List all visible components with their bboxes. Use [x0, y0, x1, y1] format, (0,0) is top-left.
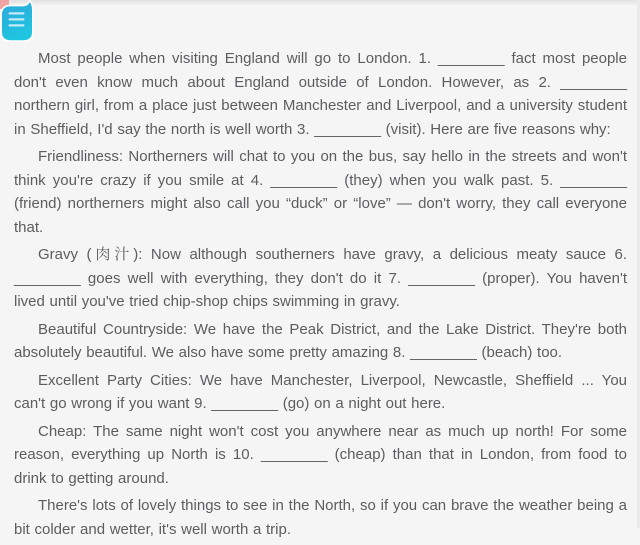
paragraph-friendliness: Friendliness: Northerners will chat to you on the bus, say hello in the streets and won't think you're crazy if you smile at 4. ________ (they) when you walk past. 5. ________ (friend) northerners might also call you “duck” or “love” — don't worry, they call everyone that.	[14, 148, 627, 236]
menu-button[interactable]	[0, 0, 36, 44]
paragraph-cheap: Cheap: The same night won't cost you anywhere near as much up north! For some reason, everything up North is 10. ________ (cheap) than that in London, from food to drink to getting around.	[14, 422, 627, 487]
paragraph-party-cities: Excellent Party Cities: We have Manchester, Liverpool, Newcastle, Sheffield ... You can't go wrong if you want 9. ________ (go) on a night out here.	[14, 371, 627, 412]
paragraph-countryside: Beautiful Countryside: We have the Peak District, and the Lake District. They're both absolutely beautiful. We also have some pretty amazing 8. ________ (beach) too.	[14, 320, 627, 361]
hamburger-menu-icon	[0, 0, 36, 44]
paragraph-conclusion: There's lots of lovely things to see in the North, so if you can brave the weather being a bit colder and wetter, it's well worth a trip.	[14, 497, 627, 538]
paragraph-gravy: Gravy (肉汁): Now although southerners have gravy, a delicious meaty sauce 6. ________ goes well with everything, they don't do it 7. ________ (proper). You haven't lived until you've tried chip-shop chips swimming in gravy.	[14, 246, 627, 310]
article-body	[14, 47, 627, 545]
page-top-edge	[0, 0, 640, 5]
paragraph-intro: Most people when visiting England will go to London. 1. ________ fact most people don't even know much about England outside of London. However, as 2. ________ northern girl, from a place just between Manchester and Liverpool, and a university student in Sheffield, I'd say the north is well worth 3. ________ (visit). Here are five reasons why:	[14, 50, 627, 138]
